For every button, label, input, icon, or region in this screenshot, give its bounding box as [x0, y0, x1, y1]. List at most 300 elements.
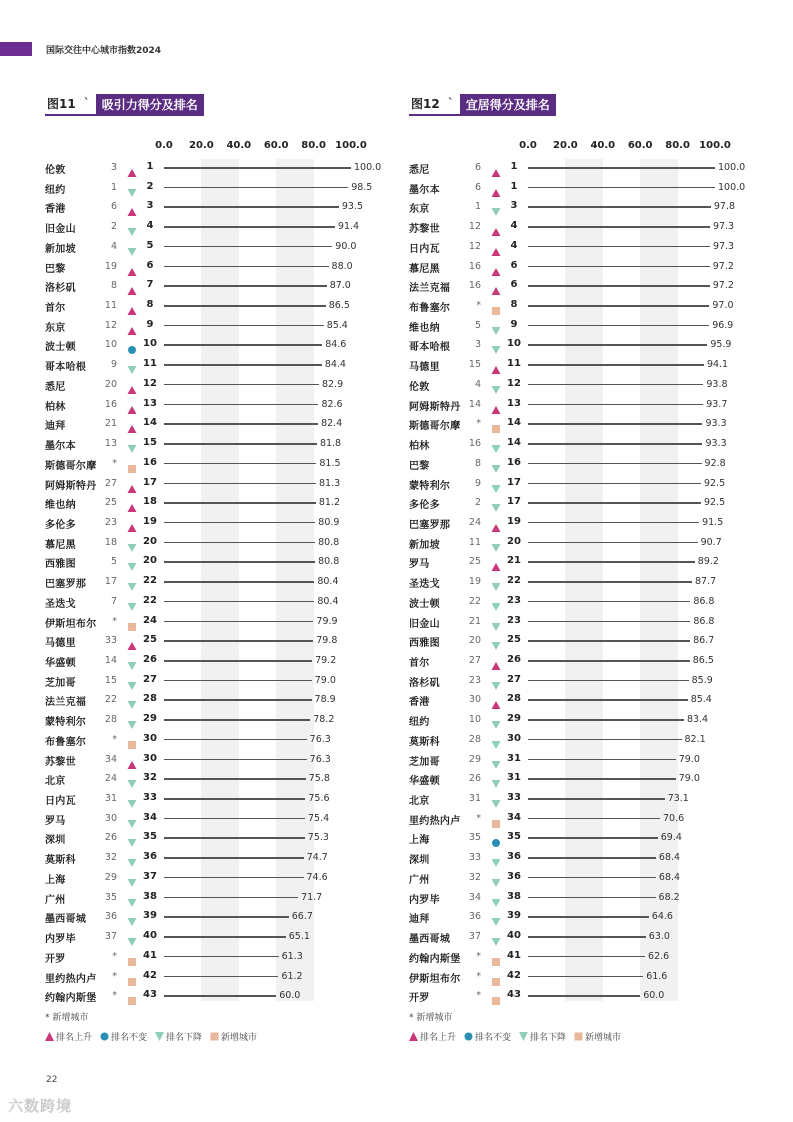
- chart-row: [409, 769, 779, 789]
- city-label: 墨尔本: [409, 184, 440, 196]
- previous-rank: 21: [468, 615, 481, 627]
- bar: [164, 463, 316, 465]
- previous-rank: 9: [474, 477, 481, 489]
- trend-down-icon: [127, 794, 137, 804]
- trend-up-icon: [127, 301, 137, 311]
- value-label: 93.3: [705, 438, 727, 450]
- value-label: 86.8: [693, 615, 715, 627]
- value-label: 93.8: [706, 378, 728, 390]
- legend-up: [45, 1030, 92, 1043]
- current-rank: 13: [143, 397, 157, 409]
- bar: [528, 798, 665, 800]
- bar: [528, 719, 684, 721]
- triangle-up-icon: [409, 1032, 418, 1041]
- value-label: 95.9: [710, 339, 732, 351]
- chart-row: [45, 414, 415, 434]
- chart-row: [45, 454, 415, 474]
- city-label: 墨尔本: [45, 441, 76, 453]
- legend-same-label: 排名不变: [475, 1033, 512, 1043]
- previous-rank: 16: [468, 260, 481, 272]
- bar: [528, 995, 640, 997]
- trend-down-icon: [491, 498, 501, 508]
- value-label: 100.0: [718, 181, 746, 193]
- previous-rank: 15: [104, 674, 117, 686]
- previous-rank: 29: [104, 871, 117, 883]
- city-label: 法兰克福: [409, 283, 451, 295]
- chart-row: [45, 789, 415, 809]
- current-rank: 2: [146, 180, 154, 192]
- value-label: 85.4: [690, 694, 712, 706]
- city-label: 慕尼黑: [409, 263, 440, 275]
- city-label: 伊斯坦布尔: [45, 618, 97, 630]
- city-label: 华盛顿: [409, 776, 440, 788]
- trend-down-icon: [127, 695, 137, 705]
- x-tick-label: 40.0: [226, 140, 252, 151]
- trend-up-icon: [491, 695, 501, 705]
- bar: [164, 285, 327, 287]
- current-rank: 32: [143, 772, 157, 784]
- new-city-icon: [491, 814, 501, 824]
- chart-row: [409, 375, 779, 395]
- previous-rank: 4: [474, 378, 481, 390]
- bar: [528, 542, 698, 544]
- city-label: 上海: [409, 835, 430, 847]
- chart-row: [409, 237, 779, 257]
- current-rank: 10: [143, 338, 157, 350]
- previous-rank: 3: [474, 339, 481, 351]
- city-label: 西雅图: [45, 559, 76, 571]
- current-rank: 34: [507, 811, 521, 823]
- value-label: 80.9: [318, 516, 340, 528]
- new-city-icon: [491, 952, 501, 962]
- current-rank: 30: [143, 732, 157, 744]
- trend-up-icon: [491, 262, 501, 272]
- city-label: 迪拜: [45, 421, 66, 433]
- trend-down-icon: [491, 912, 501, 922]
- value-label: 60.0: [279, 990, 301, 1002]
- trend-down-icon: [491, 479, 501, 489]
- current-rank: 26: [143, 654, 157, 665]
- bar: [528, 325, 709, 327]
- chart-row: [45, 355, 415, 375]
- chart-row: [45, 612, 415, 632]
- current-rank: 41: [507, 949, 521, 961]
- city-label: 蒙特利尔: [409, 480, 451, 492]
- trend-down-icon: [491, 538, 501, 548]
- trend-down-icon: [491, 676, 501, 686]
- legend-up: [409, 1030, 456, 1043]
- current-rank: 10: [507, 338, 521, 350]
- current-rank: 36: [507, 870, 521, 882]
- value-label: 70.6: [663, 812, 685, 824]
- city-label: 迪拜: [409, 914, 430, 926]
- previous-rank: 1: [110, 181, 117, 193]
- city-label: 哥本哈根: [409, 342, 451, 354]
- city-label: 深圳: [409, 855, 430, 867]
- value-label: 97.3: [712, 221, 735, 233]
- trend-same-icon: [491, 833, 501, 843]
- previous-rank: 31: [104, 793, 117, 805]
- chart-row: [45, 986, 415, 1006]
- current-rank: 14: [507, 437, 521, 449]
- city-label: 新加坡: [409, 539, 440, 551]
- current-rank: 17: [507, 476, 521, 488]
- trend-down-icon: [127, 538, 137, 548]
- trend-down-icon: [127, 893, 137, 903]
- trend-down-icon: [491, 617, 501, 627]
- city-label: 深圳: [45, 835, 66, 847]
- city-label: 斯德哥尔摩: [45, 460, 97, 472]
- chart-row: [45, 276, 415, 296]
- city-label: 北京: [45, 776, 66, 788]
- current-rank: 31: [507, 752, 521, 764]
- city-label: 悉尼: [409, 165, 430, 176]
- current-rank: 11: [143, 358, 157, 370]
- chart-row: [409, 474, 779, 494]
- bar: [164, 522, 315, 524]
- previous-rank: 31: [468, 793, 481, 805]
- previous-rank: 7: [110, 595, 117, 607]
- value-label: 91.4: [337, 221, 360, 233]
- chart-row: [409, 809, 779, 829]
- figure-tick: `: [78, 94, 96, 116]
- previous-rank: 32: [104, 852, 117, 864]
- chart-row: [409, 414, 779, 434]
- previous-rank: 20: [104, 378, 117, 390]
- x-tick-label: 80.0: [301, 140, 326, 151]
- chart-row: [409, 592, 779, 612]
- figure-number: 图12: [409, 94, 442, 116]
- previous-rank: 2: [110, 221, 117, 233]
- current-rank: 20: [143, 555, 157, 567]
- previous-rank: 28: [468, 733, 481, 745]
- chart-row: [409, 750, 779, 770]
- previous-rank: *: [476, 418, 481, 430]
- city-label: 莫斯科: [409, 736, 440, 748]
- chart-row: [409, 947, 779, 967]
- value-label: 83.4: [686, 714, 709, 726]
- bar: [528, 680, 689, 682]
- chart-row: [45, 828, 415, 848]
- current-rank: 26: [507, 654, 521, 665]
- new-city-icon: [127, 972, 137, 982]
- trend-down-icon: [127, 222, 137, 232]
- chart-livability: [409, 92, 779, 1052]
- chart-row: [45, 927, 415, 947]
- value-label: 65.1: [288, 931, 310, 943]
- chart-row: [409, 888, 779, 908]
- previous-rank: 24: [104, 773, 117, 785]
- bar: [164, 167, 351, 169]
- current-rank: 11: [507, 358, 521, 370]
- current-rank: 28: [507, 693, 521, 705]
- trend-down-icon: [491, 932, 501, 942]
- previous-rank: 3: [110, 162, 117, 173]
- value-label: 79.9: [316, 615, 338, 627]
- current-rank: 6: [510, 279, 518, 291]
- city-label: 多伦多: [45, 519, 76, 531]
- new-city-note: * 新增城市: [45, 1013, 89, 1023]
- legend-same: [100, 1030, 147, 1043]
- chart-row: [45, 474, 415, 494]
- bar: [528, 502, 701, 504]
- bar: [528, 561, 695, 563]
- previous-rank: 21: [104, 418, 117, 430]
- value-label: 85.4: [326, 319, 348, 331]
- triangle-down-icon: [519, 1032, 528, 1041]
- previous-rank: *: [476, 812, 481, 824]
- value-label: 88.0: [331, 260, 353, 272]
- current-rank: 30: [507, 732, 521, 744]
- value-label: 61.2: [281, 970, 303, 982]
- value-label: 86.5: [692, 655, 714, 666]
- city-label: 巴塞罗那: [45, 579, 87, 591]
- trend-up-icon: [491, 281, 501, 291]
- bar: [164, 739, 307, 741]
- bar: [164, 916, 289, 918]
- chart-row: [409, 730, 779, 750]
- previous-rank: *: [112, 970, 117, 982]
- bar: [164, 246, 332, 248]
- trend-down-icon: [491, 774, 501, 784]
- bar: [164, 897, 298, 899]
- previous-rank: 26: [468, 773, 481, 785]
- city-label: 苏黎世: [45, 756, 76, 768]
- value-label: 80.4: [317, 576, 339, 588]
- value-label: 93.5: [341, 201, 363, 213]
- legend-same-label: 排名不变: [111, 1033, 148, 1043]
- trend-down-icon: [491, 577, 501, 587]
- current-rank: 8: [510, 299, 518, 311]
- value-label: 97.3: [712, 240, 735, 252]
- value-label: 73.1: [667, 793, 689, 805]
- bar: [164, 404, 318, 406]
- bar: [528, 976, 643, 978]
- chart-row: [409, 789, 779, 809]
- value-label: 82.9: [322, 378, 344, 390]
- new-city-icon: [127, 991, 137, 1001]
- chart-row: [409, 296, 779, 316]
- current-rank: 28: [143, 693, 157, 705]
- legend-up-label: 排名上升: [420, 1033, 457, 1043]
- current-rank: 36: [507, 851, 521, 863]
- bar: [164, 660, 312, 662]
- legend-same: [464, 1030, 511, 1043]
- chart-row: [45, 888, 415, 908]
- city-label: 圣迭戈: [45, 598, 76, 610]
- city-label: 芝加哥: [45, 677, 76, 689]
- city-label: 法兰克福: [45, 697, 87, 709]
- current-rank: 30: [143, 752, 157, 764]
- trend-up-icon: [127, 636, 137, 646]
- city-label: 慕尼黑: [45, 539, 76, 551]
- chart-row: [409, 986, 779, 1006]
- x-tick-label: 0.0: [155, 140, 173, 151]
- previous-rank: 32: [468, 871, 481, 883]
- previous-rank: 16: [104, 398, 117, 410]
- chart-row: [45, 710, 415, 730]
- previous-rank: 6: [110, 201, 117, 213]
- city-label: 首尔: [409, 658, 430, 669]
- figure-name: 宜居得分及排名: [460, 94, 556, 116]
- city-label: 马德里: [409, 362, 440, 374]
- page-number: 22: [46, 1075, 58, 1085]
- value-label: 78.9: [314, 694, 336, 706]
- new-city-icon: [491, 991, 501, 1001]
- bar: [528, 660, 690, 662]
- city-label: 内罗毕: [409, 894, 440, 906]
- previous-rank: 19: [104, 260, 117, 272]
- bar: [528, 384, 703, 386]
- city-label: 阿姆斯特丹: [409, 401, 461, 413]
- legend-down: [155, 1030, 202, 1043]
- previous-rank: *: [476, 950, 481, 962]
- chart-row: [409, 197, 779, 217]
- current-rank: 33: [143, 792, 157, 804]
- city-label: 华盛顿: [45, 658, 76, 669]
- bar: [528, 739, 682, 741]
- city-label: 开罗: [409, 993, 430, 1005]
- bar: [164, 364, 322, 366]
- trend-down-icon: [127, 774, 137, 784]
- value-label: 80.8: [318, 556, 340, 568]
- square-icon: [210, 1032, 219, 1041]
- value-label: 68.2: [658, 891, 680, 903]
- value-label: 90.7: [700, 536, 722, 548]
- bar: [164, 621, 313, 623]
- previous-rank: 22: [104, 694, 117, 706]
- value-label: 76.3: [309, 753, 331, 765]
- current-rank: 23: [507, 594, 521, 606]
- current-rank: 18: [143, 496, 157, 508]
- city-label: 维也纳: [409, 322, 440, 334]
- city-label: 圣迭戈: [409, 579, 440, 591]
- current-rank: 42: [507, 969, 521, 981]
- current-rank: 25: [507, 634, 521, 646]
- bar: [528, 897, 656, 899]
- figure-number: 图11: [45, 94, 78, 116]
- current-rank: 7: [146, 279, 154, 291]
- city-label: 芝加哥: [409, 756, 440, 768]
- value-label: 71.7: [301, 891, 323, 903]
- bar: [528, 266, 710, 268]
- previous-rank: 14: [468, 398, 481, 410]
- previous-rank: 36: [468, 911, 481, 923]
- chart-row: [45, 769, 415, 789]
- city-label: 悉尼: [45, 381, 66, 393]
- current-rank: 6: [146, 259, 154, 271]
- city-label: 伦敦: [45, 165, 66, 176]
- chart-row: [409, 690, 779, 710]
- previous-rank: 12: [468, 240, 481, 252]
- chart-row: [409, 493, 779, 513]
- city-label: 上海: [45, 874, 66, 886]
- bar: [164, 542, 315, 544]
- bar: [528, 443, 702, 445]
- city-label: 东京: [409, 204, 430, 216]
- value-label: 80.4: [317, 595, 339, 607]
- current-rank: 19: [143, 515, 157, 527]
- value-label: 97.8: [713, 201, 736, 213]
- city-label: 柏林: [409, 441, 430, 453]
- trend-down-icon: [491, 340, 501, 350]
- chart-row: [409, 276, 779, 296]
- previous-rank: 11: [468, 536, 481, 548]
- current-rank: 19: [507, 515, 521, 527]
- bar: [528, 956, 645, 958]
- previous-rank: 34: [104, 753, 117, 765]
- bar: [164, 936, 286, 938]
- city-label: 马德里: [45, 638, 76, 650]
- current-rank: 16: [143, 456, 157, 468]
- x-tick-label: 80.0: [665, 140, 690, 151]
- trend-down-icon: [127, 853, 137, 863]
- bar: [528, 857, 656, 859]
- value-label: 75.8: [308, 773, 330, 785]
- new-city-icon: [491, 972, 501, 982]
- city-label: 墨西哥城: [45, 914, 87, 926]
- value-label: 79.8: [316, 635, 338, 647]
- city-label: 约翰内斯堡: [409, 953, 461, 965]
- value-label: 100.0: [354, 162, 382, 173]
- x-tick-label: 100.0: [699, 140, 731, 151]
- trend-down-icon: [127, 183, 137, 193]
- chart-row: [45, 947, 415, 967]
- trend-up-icon: [127, 498, 137, 508]
- chart-row: [45, 730, 415, 750]
- trend-down-icon: [491, 380, 501, 390]
- chart-row: [409, 178, 779, 198]
- current-rank: 31: [507, 772, 521, 784]
- legend-new: [574, 1030, 621, 1043]
- bar: [528, 344, 707, 346]
- x-tick-label: 20.0: [189, 140, 214, 151]
- city-label: 多伦多: [409, 500, 440, 512]
- current-rank: 29: [507, 713, 521, 725]
- trend-up-icon: [127, 321, 137, 331]
- chart-row: [409, 572, 779, 592]
- chart-row: [45, 197, 415, 217]
- chart-row: [45, 296, 415, 316]
- legend-down-label: 排名下降: [530, 1033, 567, 1043]
- previous-rank: 24: [468, 516, 481, 528]
- bar: [528, 463, 702, 465]
- chart-row: [409, 552, 779, 572]
- bar: [164, 837, 305, 839]
- previous-rank: 37: [468, 931, 481, 943]
- chart-row: [409, 710, 779, 730]
- bar: [164, 443, 317, 445]
- chart-row: [45, 651, 415, 671]
- trend-down-icon: [127, 360, 137, 370]
- bar: [528, 522, 699, 524]
- figure-tick: `: [442, 94, 460, 116]
- bar: [164, 857, 304, 859]
- city-label: 纽约: [45, 184, 66, 196]
- value-label: 92.8: [704, 457, 726, 469]
- current-rank: 42: [143, 969, 157, 981]
- current-rank: 43: [143, 989, 157, 1001]
- trend-down-icon: [491, 439, 501, 449]
- bar: [528, 404, 703, 406]
- previous-rank: 16: [468, 438, 481, 450]
- bar: [528, 364, 704, 366]
- trend-down-icon: [127, 557, 137, 567]
- previous-rank: 5: [474, 319, 481, 331]
- city-label: 日内瓦: [45, 796, 76, 808]
- legend-up-label: 排名上升: [56, 1033, 93, 1043]
- chart-row: [409, 533, 779, 553]
